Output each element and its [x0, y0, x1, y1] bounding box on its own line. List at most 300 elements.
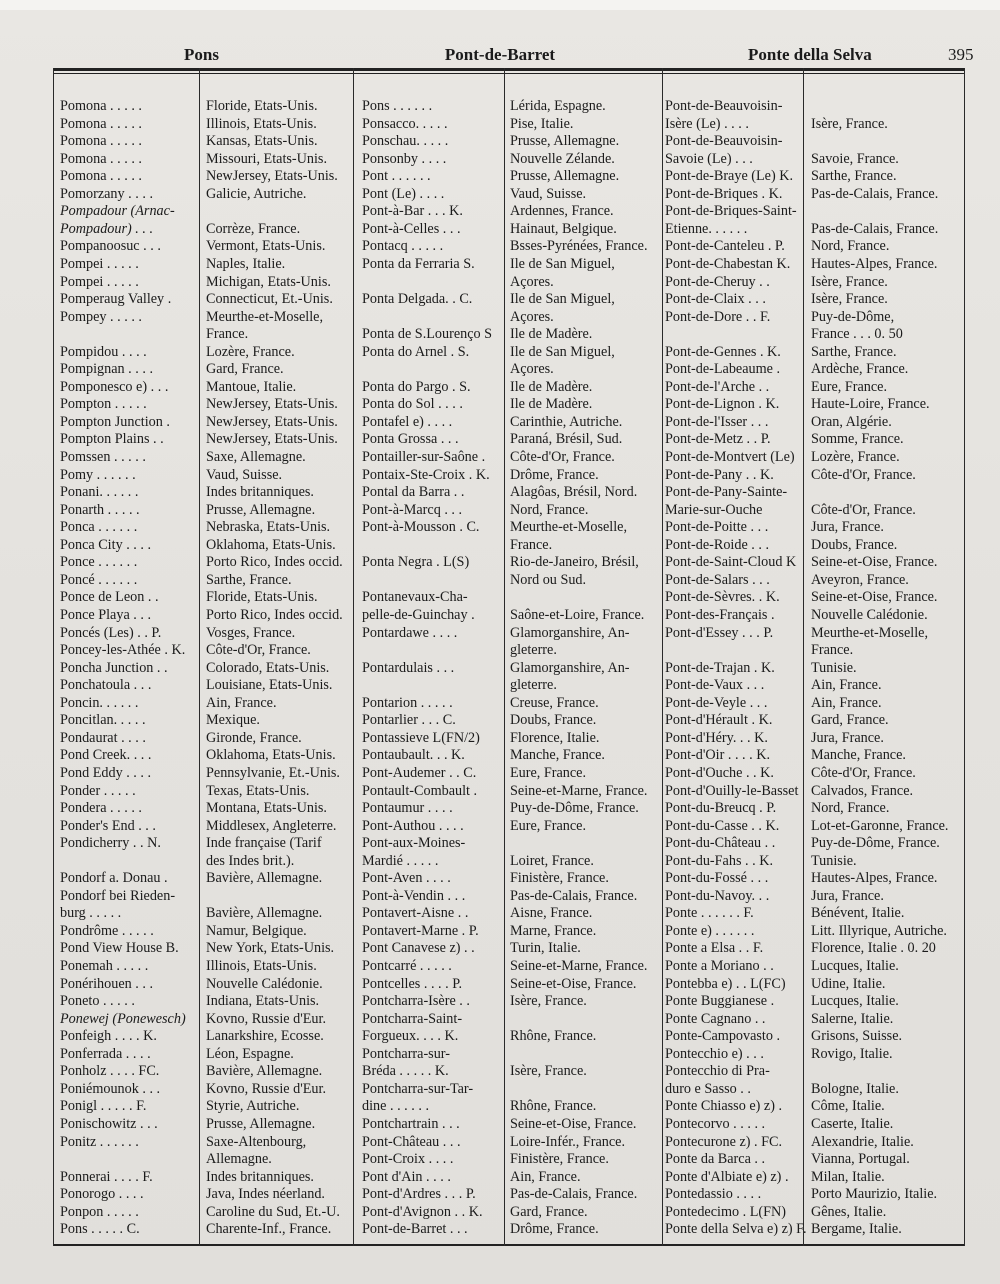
entry-place: Côte-d'Or, France.	[510, 449, 615, 465]
entry-place: Bsses-Pyrénées, France.	[510, 238, 648, 255]
entry-place: Loiret, France.	[510, 852, 594, 869]
entry-place: Florence, Italie.	[510, 729, 600, 746]
entry-place: Illinois, Etats-Unis.	[206, 958, 317, 974]
entry-place: Porto Rico, Indes occid.	[206, 607, 343, 623]
entry-place: Seine-et-Marne, France.	[510, 782, 648, 799]
entry-place: Puy-de-Dôme, France.	[510, 800, 639, 816]
entry-place: Manche, France.	[811, 747, 906, 764]
entry-place: Texas, Etats-Unis.	[206, 782, 310, 799]
entry-name: Pontchartrain . . .	[362, 1115, 460, 1132]
entry-place: Meurthe-et-Moselle,	[811, 624, 929, 641]
entry-place: Alexandrie, Italie.	[811, 1133, 914, 1150]
entry-name: Pontacq . . . . .	[362, 238, 444, 255]
entry-name: Pont-à-Marcq . . .	[362, 501, 463, 518]
entry-place: Ardennes, France.	[510, 203, 614, 220]
entry-place: Drôme, France.	[510, 1221, 599, 1238]
entry-name: Pontedassio . . . .	[665, 1186, 762, 1203]
entry-place: Açores.	[510, 308, 554, 325]
entry-place: Nouvelle Calédonie.	[811, 607, 928, 623]
entry-place: Kovno, Russie d'Eur.	[206, 1080, 326, 1097]
entry-name: Pompignan . . . .	[60, 361, 154, 378]
entry-name: Pont-du-Château . .	[665, 835, 776, 852]
entry-name: Pont-aux-Moines-	[362, 835, 466, 852]
entry-name: Pont-d'Ouilly-le-Basset	[665, 782, 799, 799]
entry-place: Isère, France.	[811, 291, 888, 308]
entry-name: Pompei . . . . .	[60, 256, 139, 272]
entry-place: Charente-Inf., France.	[206, 1221, 332, 1238]
entry-name: Ponta do Arnel . S.	[362, 343, 470, 360]
entry-name: Isère (Le) . . . .	[665, 115, 749, 132]
entry-name: Etienne. . . . . .	[665, 220, 748, 237]
entry-name: Pondorf bei Rieden-	[60, 887, 176, 904]
entry-place: Isère, France.	[510, 993, 587, 1010]
entry-name: Pont-de-Pany . . K.	[665, 466, 774, 483]
entry-place: Somme, France.	[811, 431, 904, 448]
entry-place: Nord, France.	[811, 800, 890, 816]
entry-name: Pons . . . . . .	[362, 98, 433, 114]
entry-name: Pontedecimo . L(FN)	[665, 1203, 786, 1220]
running-head-center: Pont-de-Barret	[444, 45, 556, 64]
entry-name: Poneto . . . . .	[60, 993, 135, 1010]
entry-place: Galicie, Autriche.	[206, 185, 307, 202]
entry-name: Pontavert-Aisne . .	[362, 905, 469, 922]
entry-name: Pompton . . . . .	[60, 396, 147, 413]
column-rule	[662, 68, 663, 1246]
column-rule	[199, 68, 200, 1246]
entry-name: Poncé . . . . . .	[60, 571, 138, 588]
entry-place: Meurthe-et-Moselle,	[206, 308, 324, 325]
entry-place: Prusse, Allemagne.	[206, 1115, 316, 1132]
entry-place: Lucques, Italie.	[811, 993, 899, 1010]
entry-name: Pont-Château . . .	[362, 1133, 461, 1150]
entry-name: Pont-de-Barret . . .	[362, 1221, 468, 1238]
entry-name: Pontardulais . . .	[362, 659, 455, 676]
entry-name: Pont-de-Veyle . . .	[665, 694, 768, 711]
entry-name: Ponder . . . . .	[60, 782, 136, 799]
entry-place: Jura, France.	[811, 729, 884, 746]
entry-name: Pont-d'Avignon . . K.	[362, 1203, 483, 1220]
entry-place: Prusse, Allemagne.	[510, 133, 620, 150]
entry-place: Léon, Espagne.	[206, 1045, 294, 1062]
entry-place: Oklahoma, Etats-Unis.	[206, 747, 336, 764]
entry-name: Pont-du-Fahs . . K.	[665, 852, 773, 869]
entry-name: Ponca . . . . . .	[60, 519, 138, 536]
entry-place: NewJersey, Etats-Unis.	[206, 413, 338, 430]
entry-place: Styrie, Autriche.	[206, 1098, 300, 1115]
entry-place: Gironde, France.	[206, 729, 302, 746]
entry-place: Pise, Italie.	[510, 115, 574, 132]
entry-name: Pomy . . . . . .	[60, 466, 136, 483]
entry-place: Oklahoma, Etats-Unis.	[206, 536, 336, 553]
entry-name: Pont-d'Essey . . . P.	[665, 624, 774, 641]
entry-name: Pont-de-Braye (Le) K.	[665, 168, 794, 185]
entry-place: Namur, Belgique.	[206, 922, 307, 939]
entry-place: Kansas, Etats-Unis.	[206, 133, 318, 150]
entry-place: Gênes, Italie.	[811, 1203, 887, 1220]
entry-name: Pompey . . . . .	[60, 308, 142, 325]
entry-place: France.	[206, 326, 249, 343]
entry-place: Prusse, Allemagne.	[510, 168, 620, 185]
entry-name: Pomona . . . . .	[60, 115, 142, 132]
entry-place: Bologne, Italie.	[811, 1080, 899, 1097]
entry-name: Pont d'Ain . . . .	[362, 1168, 451, 1185]
entry-place: des Indes brit.).	[206, 852, 295, 869]
entry-name: Pont-Authou . . . .	[362, 817, 464, 834]
entry-name: Pont-Croix . . . .	[362, 1151, 454, 1167]
entry-name: Pont-Audemer . . C.	[362, 764, 477, 781]
entry-place: Pennsylvanie, Et.-Unis.	[206, 764, 340, 781]
entry-name: Ponsonby . . . .	[362, 150, 447, 167]
entry-place: Puy-de-Dôme, France.	[811, 835, 940, 852]
entry-place: Nord ou Sud.	[510, 571, 587, 588]
entry-name: Pont-de-Briques-Saint-	[665, 203, 797, 220]
entry-name: Poncés (Les) . . P.	[60, 624, 162, 641]
entry-name: Pontarion . . . . .	[362, 694, 453, 711]
entry-name: Pontardawe . . . .	[362, 624, 458, 641]
running-head-left: Pons	[184, 45, 219, 64]
entry-name: Pont-de-Lignon . K.	[665, 396, 780, 413]
entry-name: Pompidou . . . .	[60, 343, 147, 360]
entry-place: Rhône, France.	[510, 1098, 597, 1115]
entry-name: Pont-d'Oir . . . . K.	[665, 747, 771, 764]
entry-place: Louisiane, Etats-Unis.	[206, 677, 333, 694]
entry-name: Pont-de-l'Isser . . .	[665, 413, 769, 430]
entry-place: Côte-d'Or, France.	[206, 642, 311, 659]
entry-name: Pont-à-Vendin . . .	[362, 887, 466, 904]
entry-place: Jura, France.	[811, 887, 884, 904]
entry-name: Pont-de-Dore . . F.	[665, 308, 771, 325]
entry-place: Pas-de-Calais, France.	[811, 185, 939, 202]
entry-name: Ponca City . . . .	[60, 536, 152, 553]
entry-name: Ponewej (Ponewesch)	[60, 1010, 186, 1027]
entry-name: Pontanevaux-Cha-	[362, 589, 468, 606]
entry-name: Poncin. . . . . .	[60, 694, 139, 711]
entry-name: Ponemah . . . . .	[60, 958, 149, 974]
entry-name: Ponigl . . . . . F.	[60, 1098, 147, 1115]
entry-place: gleterre.	[510, 677, 557, 694]
entry-name: burg . . . . .	[60, 905, 122, 922]
entry-place: Allemagne.	[206, 1151, 272, 1167]
entry-place: France.	[510, 536, 553, 553]
entry-place: Florence, Italie . 0. 20	[811, 940, 936, 957]
entry-place: Indes britanniques.	[206, 484, 314, 501]
entry-name: Pont-du-Breucq . P.	[665, 800, 777, 816]
entry-name: Pontcharra-Saint-	[362, 1010, 463, 1027]
entry-name: Savoie (Le) . . .	[665, 150, 753, 167]
entry-name: Pontecurone z) . FC.	[665, 1133, 783, 1150]
entry-name: Ponérihouen . . .	[60, 975, 153, 992]
entry-name: duro e Sasso . .	[665, 1080, 751, 1097]
entry-name: Pondera . . . . .	[60, 800, 142, 816]
entry-name: Pont-de-Canteleu . P.	[665, 238, 785, 255]
entry-place: Vermont, Etats-Unis.	[206, 238, 326, 255]
entry-name: Pomona . . . . .	[60, 133, 142, 150]
entry-name: pelle-de-Guinchay .	[362, 607, 475, 623]
entry-name: Pontecorvo . . . . .	[665, 1115, 766, 1132]
entry-place: Bavière, Allemagne.	[206, 905, 323, 922]
entry-name: Pont-de-Saint-Cloud K	[665, 554, 797, 571]
entry-name: Pons . . . . . C.	[60, 1221, 140, 1238]
entry-name: Pont-de-Gennes . K.	[665, 343, 781, 360]
entry-name: Pont-de-Roide . . .	[665, 536, 770, 553]
entry-place: Caserte, Italie.	[811, 1115, 894, 1132]
entry-name: Pontcharra-sur-Tar-	[362, 1080, 474, 1097]
entry-name: Pond Creek. . . .	[60, 747, 152, 764]
entry-name: Ponte a Elsa . . F.	[665, 940, 764, 957]
entry-name: Pondrôme . . . . .	[60, 922, 154, 939]
entry-name: Pond View House B.	[60, 940, 179, 957]
entry-place: Eure, France.	[811, 378, 888, 395]
entry-name: Pontcelles . . . . P.	[362, 975, 463, 992]
entry-place: Montana, Etats-Unis.	[206, 800, 327, 816]
entry-name: Pontassieve L(FN/2)	[362, 729, 480, 746]
entry-place: Seine-et-Marne, France.	[510, 958, 648, 974]
entry-name: Pont-d'Hérault . K.	[665, 712, 773, 729]
entry-place: Nebraska, Etats-Unis.	[206, 519, 331, 536]
entry-name: Pondorf a. Donau .	[60, 870, 168, 887]
entry-name: Pont-de-Beauvoisin-	[665, 98, 783, 114]
entry-place: Inde française (Tarif	[206, 835, 322, 852]
entry-name: Pont-de-Briques . K.	[665, 185, 783, 202]
entry-place: Milan, Italie.	[811, 1168, 885, 1185]
entry-place: Eure, France.	[510, 817, 587, 834]
entry-name: Pontcarré . . . . .	[362, 958, 452, 974]
entry-name: Pomona . . . . .	[60, 150, 142, 167]
entry-name: Pont-des-Français .	[665, 607, 775, 623]
entry-name: Ponpon . . . . .	[60, 1203, 139, 1220]
entry-place: Ardèche, France.	[811, 361, 909, 378]
entry-name: Ponte . . . . . . F.	[665, 905, 754, 922]
entry-place: Bergame, Italie.	[811, 1221, 902, 1238]
entry-name: Pont-à-Mousson . C.	[362, 519, 480, 536]
entry-place: Seine-et-Oise, France.	[811, 589, 938, 606]
entry-place: Ile de Madère.	[510, 396, 593, 413]
entry-name: Poncey-les-Athée . K.	[60, 642, 186, 659]
entry-place: Indiana, Etats-Unis.	[206, 993, 320, 1010]
entry-name: Pontebba e) . . L(FC)	[665, 975, 786, 992]
entry-place: Savoie, France.	[811, 150, 899, 167]
entry-place: Ile de San Miguel,	[510, 256, 615, 272]
entry-place: Middlesex, Angleterre.	[206, 817, 337, 834]
entry-place: Vianna, Portugal.	[811, 1151, 910, 1167]
entry-place: Hautes-Alpes, France.	[811, 870, 938, 887]
entry-place: Java, Indes néerland.	[206, 1186, 325, 1203]
entry-place: Lucques, Italie.	[811, 958, 899, 974]
entry-place: Meurthe-et-Moselle,	[510, 519, 628, 536]
entry-place: Illinois, Etats-Unis.	[206, 115, 317, 132]
entry-place: Açores.	[510, 361, 554, 378]
entry-place: Pas-de-Calais, France.	[811, 220, 939, 237]
entry-name: Pont-de-Trajan . K.	[665, 659, 775, 676]
entry-name: Pond Eddy . . . .	[60, 764, 152, 781]
entry-place: Bavière, Allemagne.	[206, 870, 323, 887]
entry-name: Pondicherry . . N.	[60, 835, 161, 852]
table-top-rule-thin	[53, 73, 965, 74]
entry-place: Gard, France.	[510, 1203, 588, 1220]
entry-place: Hainaut, Belgique.	[510, 220, 617, 237]
entry-name: Pompanoosuc . . .	[60, 238, 161, 255]
entry-place: Sarthe, France.	[811, 168, 897, 185]
entry-name: Pont-à-Celles . . .	[362, 220, 461, 237]
entry-name: Pomona . . . . .	[60, 168, 142, 185]
entry-name: Pondaurat . . . .	[60, 729, 146, 746]
entry-name: Ponta da Ferraria S.	[362, 256, 475, 272]
entry-name: Ponarth . . . . .	[60, 501, 140, 518]
entry-place: Ile de San Miguel,	[510, 291, 615, 308]
entry-place: Lozère, France.	[811, 449, 900, 465]
entry-place: Loire-Infér., France.	[510, 1133, 626, 1150]
entry-place: Lozère, France.	[206, 343, 295, 360]
entry-place: Aisne, France.	[510, 905, 593, 922]
entry-place: Carinthie, Autriche.	[510, 413, 623, 430]
running-head-right: Ponte della Selva	[748, 45, 872, 64]
entry-name: Pont Canavese z) . .	[362, 940, 475, 957]
entry-place: Seine-et-Oise, France.	[510, 975, 637, 992]
entry-place: Seine-et-Oise, France.	[510, 1115, 637, 1132]
column-rule	[53, 68, 54, 1246]
entry-place: Porto Maurizio, Italie.	[811, 1186, 938, 1203]
entry-name: Pont-de-Chabestan K.	[665, 256, 791, 272]
entry-name: Pomssen . . . . .	[60, 449, 146, 465]
entry-name: Ponta Delgada. . C.	[362, 291, 473, 308]
entry-name: Pont-d'Ardres . . . P.	[362, 1186, 476, 1203]
entry-place: Calvados, France.	[811, 782, 914, 799]
entry-name: Ponorogo . . . .	[60, 1186, 144, 1203]
entry-place: Grisons, Suisse.	[811, 1028, 903, 1045]
entry-name: Forgueux. . . . K.	[362, 1028, 459, 1045]
entry-place: Ain, France.	[811, 694, 882, 711]
entry-name: Ponce de Leon . .	[60, 589, 159, 606]
entry-place: Rovigo, Italie.	[811, 1045, 893, 1062]
entry-place: Côte-d'Or, France.	[811, 501, 916, 518]
entry-name: Pont-Aven . . . .	[362, 870, 451, 887]
entry-place: Michigan, Etats-Unis.	[206, 273, 331, 290]
entry-place: Paraná, Brésil, Sud.	[510, 431, 623, 448]
entry-place: France.	[811, 642, 854, 659]
entry-place: France . . . 0. 50	[811, 326, 903, 343]
entry-place: Turin, Italie.	[510, 940, 581, 957]
entry-name: Marie-sur-Ouche	[665, 501, 763, 518]
entry-place: Ile de Madère.	[510, 326, 593, 343]
entry-name: Pontaumur . . . .	[362, 800, 453, 816]
entry-place: New York, Etats-Unis.	[206, 940, 335, 957]
entry-name: Pomponesco e) . . .	[60, 378, 169, 395]
entry-name: Pont (Le) . . . .	[362, 185, 445, 202]
entry-place: Missouri, Etats-Unis.	[206, 150, 327, 167]
entry-place: Ile de San Miguel,	[510, 343, 615, 360]
entry-place: Connecticut, Et.-Unis.	[206, 291, 333, 308]
entry-name: Pontcharra-Isère . .	[362, 993, 470, 1010]
entry-name: Ponte della Selva e) z) F.	[665, 1221, 807, 1238]
entry-name: Pont-du-Navoy. . .	[665, 887, 770, 904]
entry-name: Pont . . . . . .	[362, 168, 431, 185]
entry-place: Côte-d'Or, France.	[811, 466, 916, 483]
entry-name: Pontecchio di Pra-	[665, 1063, 770, 1080]
entry-name: Pontcharra-sur-	[362, 1045, 450, 1062]
entry-name: Ponte a Moriano . .	[665, 958, 774, 974]
entry-name: Ponte-Campovasto .	[665, 1028, 781, 1045]
entry-place: Hautes-Alpes, France.	[811, 256, 938, 272]
entry-name: Pont-du-Casse . . K.	[665, 817, 780, 834]
entry-place: Creuse, France.	[510, 694, 599, 711]
entry-place: Glamorganshire, An-	[510, 659, 630, 676]
entry-name: Ponchatoula . . .	[60, 677, 152, 694]
entry-place: Açores.	[510, 273, 554, 290]
entry-name: Ponte da Barca . .	[665, 1151, 766, 1167]
entry-place: NewJersey, Etats-Unis.	[206, 431, 338, 448]
entry-place: Drôme, France.	[510, 466, 599, 483]
entry-place: Mantoue, Italie.	[206, 378, 297, 395]
entry-name: Pontafel e) . . . .	[362, 413, 453, 430]
entry-place: Seine-et-Oise, France.	[811, 554, 938, 571]
entry-name: Pont-de-Pany-Sainte-	[665, 484, 788, 501]
entry-place: Mexique.	[206, 712, 260, 729]
entry-name: Bréda . . . . . K.	[362, 1063, 449, 1080]
entry-name: Pont-de-Labeaume .	[665, 361, 781, 378]
entry-place: Aveyron, France.	[811, 571, 909, 588]
entry-place: NewJersey, Etats-Unis.	[206, 168, 338, 185]
entry-name: Pont-d'Héry. . . K.	[665, 729, 768, 746]
entry-place: Marne, France.	[510, 922, 597, 939]
entry-name: Pontecchio e) . . .	[665, 1045, 764, 1062]
entry-name: Pomona . . . . .	[60, 98, 142, 114]
entry-place: Bénévent, Italie.	[811, 905, 905, 922]
entry-place: Sarthe, France.	[206, 571, 292, 588]
entry-name: Ponferrada . . . .	[60, 1045, 151, 1062]
entry-name: Ponte Cagnano . .	[665, 1010, 766, 1027]
entry-place: Tunisie.	[811, 659, 857, 676]
entry-place: Puy-de-Dôme,	[811, 308, 895, 325]
entry-name: Ponte e) . . . . . .	[665, 922, 755, 939]
entry-name: Ponitz . . . . . .	[60, 1133, 139, 1150]
entry-name: Pontal da Barra . .	[362, 484, 465, 501]
entry-place: Tunisie.	[811, 852, 857, 869]
entry-place: Ain, France.	[206, 694, 277, 711]
entry-name: Pontaix-Ste-Croix . K.	[362, 466, 490, 483]
entry-place: Rhône, France.	[510, 1028, 597, 1045]
entry-place: Haute-Loire, France.	[811, 396, 930, 413]
entry-place: Finistère, France.	[510, 870, 609, 887]
entry-place: Udine, Italie.	[811, 975, 886, 992]
entry-place: Lanarkshire, Ecosse.	[206, 1028, 324, 1045]
entry-place: Doubs, France.	[510, 712, 597, 729]
entry-name: Pompadour (Arnac-	[60, 203, 175, 220]
entry-place: Ain, France.	[811, 677, 882, 694]
entry-place: Lot-et-Garonne, France.	[811, 817, 949, 834]
entry-name: Pont-de-Salars . . .	[665, 571, 770, 588]
entry-name: Ponce . . . . . .	[60, 554, 138, 571]
entry-place: Bavière, Allemagne.	[206, 1063, 323, 1080]
entry-place: Isère, France.	[811, 115, 888, 132]
entry-name: Ponnerai . . . . F.	[60, 1168, 153, 1185]
entry-name: Pont-de-Cheruy . .	[665, 273, 770, 290]
entry-place: Colorado, Etats-Unis.	[206, 659, 330, 676]
table-top-rule	[53, 68, 965, 71]
entry-name: Ponholz . . . . FC.	[60, 1063, 160, 1080]
entry-place: Lérida, Espagne.	[510, 98, 606, 114]
entry-name: Pontarlier . . . C.	[362, 712, 456, 729]
entry-place: Sarthe, France.	[811, 343, 897, 360]
entry-place: gleterre.	[510, 642, 557, 659]
entry-place: Vaud, Suisse.	[206, 466, 283, 483]
entry-place: Ile de Madère.	[510, 378, 593, 395]
entry-name: Pont-de-Poitte . . .	[665, 519, 769, 536]
entry-place: NewJersey, Etats-Unis.	[206, 396, 338, 413]
entry-name: Pont-de-Vaux . . .	[665, 677, 765, 694]
entry-name: Pompadour) . . .	[60, 220, 154, 237]
table-bottom-rule	[53, 1244, 965, 1246]
entry-place: Alagôas, Brésil, Nord.	[510, 484, 638, 501]
